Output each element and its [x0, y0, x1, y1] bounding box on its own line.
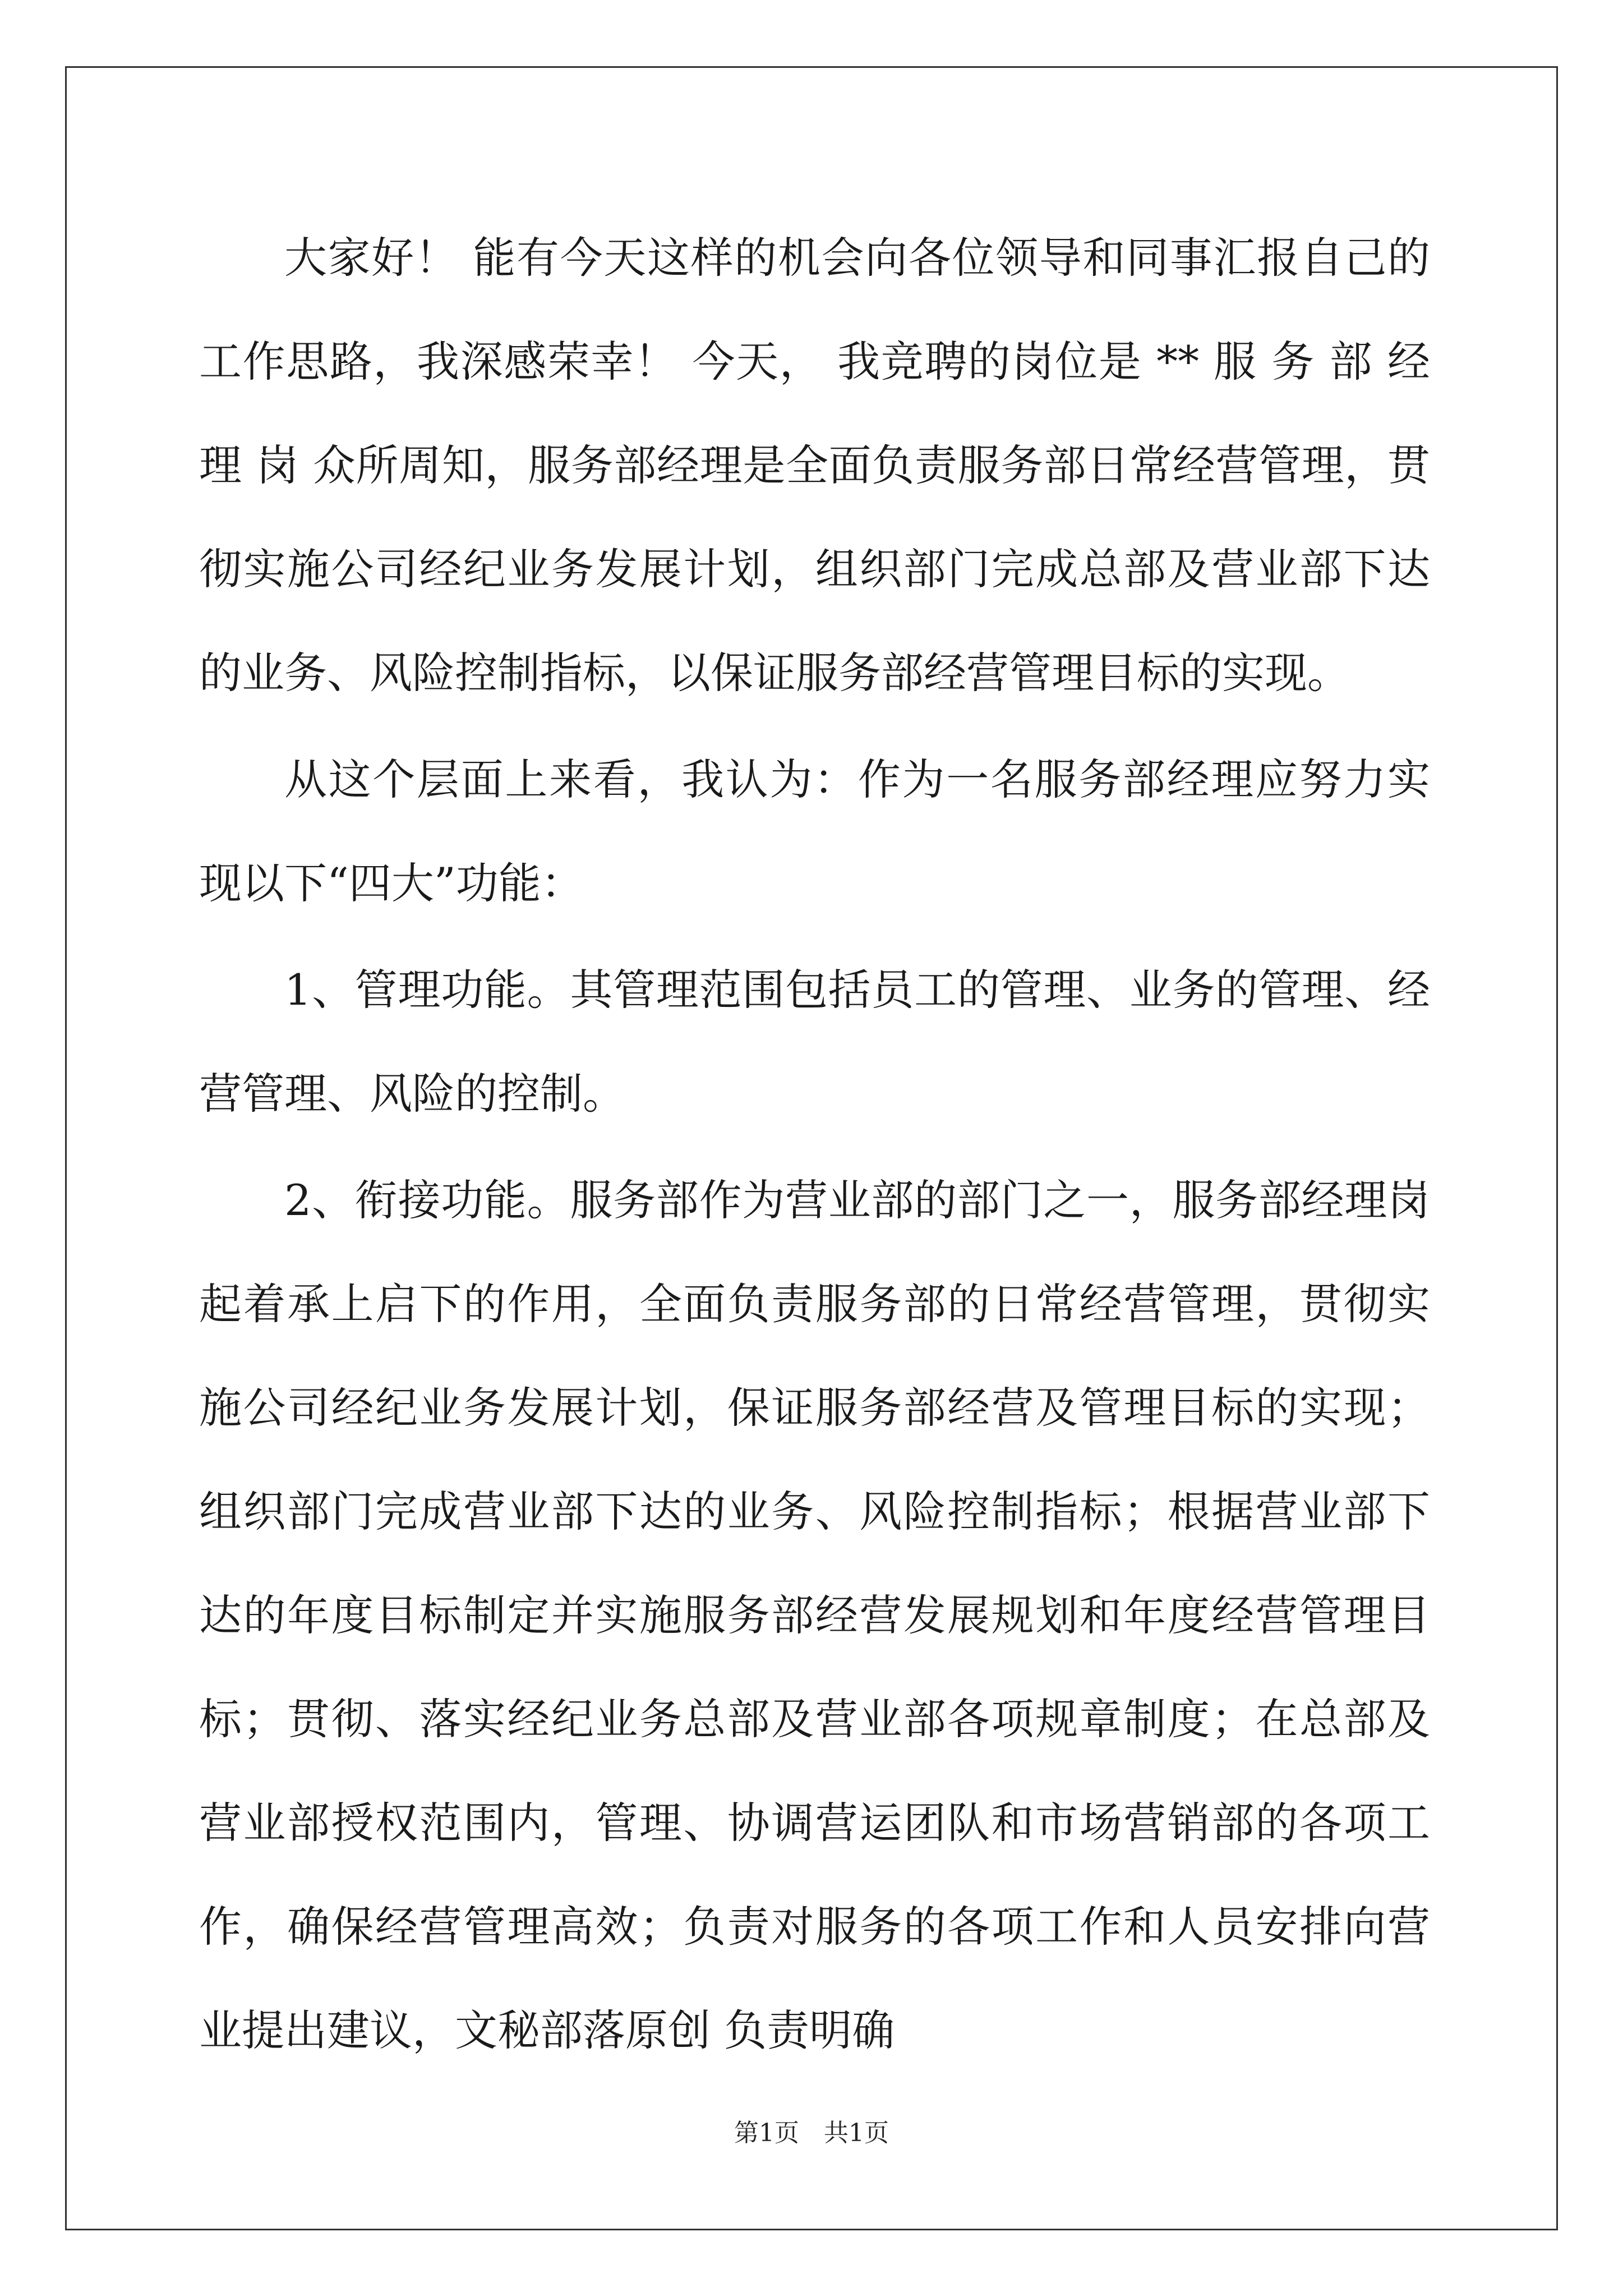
paragraph-greeting: 大家好！ 能有今天这样的机会向各位领导和同事汇报自己的工作思路，我深感荣幸！ 今天， 我竞聘的岗位是 ** 服 务 部 经 理 岗 众所周知，服务部经理是全面负责服务部日常经营管理，贯彻实施公司经纪业务发展计划，组织部门完成总部及营业部下达的业务、风险控制指标，以保证服务部经营管理目标的实现。 — [199, 233, 1430, 698]
paragraph-management-function: 1、管理功能。其管理范围包括员工的管理、业务的管理、经营管理、风险的控制。 — [199, 965, 1430, 1119]
paragraph-linking-function: 2、衔接功能。服务部作为营业部的部门之一，服务部经理岗起着承上启下的作用，全面负责服务部的日常经营管理，贯彻实施公司经纪业务发展计划，保证服务部经营及管理目标的实现；组织部门完成营业部下达的业务、风险控制指标；根据营业部下达的年度目标制定并实施服务部经营发展规划和年度经营管理目标；贯彻、落实经纪业务总部及营业部各项规章制度；在总部及营业部授权范围内，管理、协调营运团队和市场营销部的各项工作，确保经营管理高效；负责对服务的各项工作和人员安排向营业提出建议，文秘部落原创 负责明确 — [199, 1175, 1430, 2055]
page-footer: 第1页 共1页 — [734, 2119, 889, 2147]
paragraph-four-functions-intro: 从这个层面上来看，我认为：作为一名服务部经理应努力实现以下“四大”功能： — [199, 754, 1430, 908]
document-body — [199, 206, 1430, 2082]
